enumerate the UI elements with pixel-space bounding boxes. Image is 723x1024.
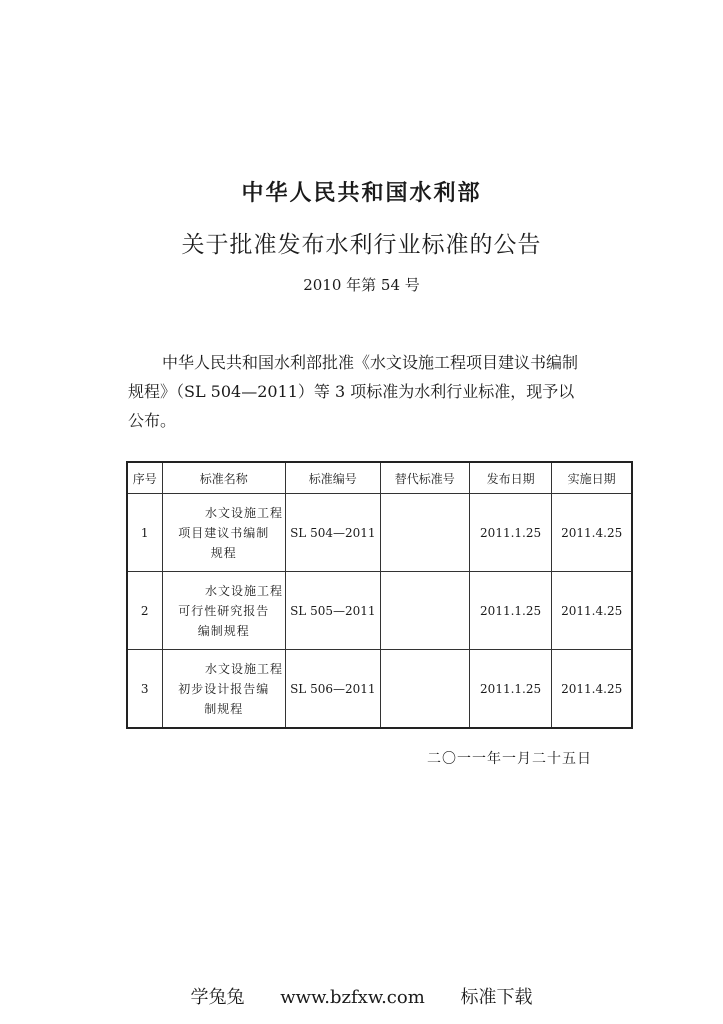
table-row: [127, 650, 632, 729]
standards-table: [126, 461, 633, 729]
standard-name-line: 制规程: [204, 701, 244, 716]
row-standard-name: [162, 494, 286, 572]
footer-watermark: [0, 983, 723, 1009]
col-header-published: 发布日期: [469, 462, 552, 494]
standard-name-line: 水文设施工程: [205, 583, 284, 598]
row-replaces: [380, 572, 469, 650]
row-standard-name: [162, 572, 286, 650]
row-seq: 3: [127, 650, 162, 729]
row-replaces: [380, 650, 469, 729]
standard-name-line: 项目建议书编制: [178, 525, 270, 540]
row-effective-date: 2011.4.25: [552, 650, 632, 729]
body-line-3: 公布。: [128, 411, 177, 430]
standard-name-line: 编制规程: [197, 623, 250, 638]
row-seq: 1: [127, 494, 162, 572]
col-header-replaces: 替代标准号: [380, 462, 469, 494]
row-standard-code: SL 506—2011: [286, 650, 381, 729]
standard-name-line: 可行性研究报告: [178, 603, 270, 618]
body-line-1: 中华人民共和国水利部批准《水文设施工程项目建议书编制: [162, 353, 579, 372]
ministry-heading: 中华人民共和国水利部: [241, 180, 482, 206]
col-header-seq: 序号: [127, 462, 162, 494]
row-replaces: [380, 494, 469, 572]
row-effective-date: 2011.4.25: [552, 572, 632, 650]
col-header-code: 标准编号: [286, 462, 381, 494]
body-line-2: 规程》（SL 504—2011）等 3 项标准为水利行业标准，现予以: [128, 382, 575, 401]
table-header-row: [127, 462, 632, 494]
footer-tagline: 标准下载: [460, 987, 533, 1008]
issue-number: 2010 年第 54 号: [303, 276, 420, 294]
row-standard-code: SL 504—2011: [286, 494, 381, 572]
table-row: [127, 572, 632, 650]
announcement-date: 二〇一一年一月二十五日: [427, 751, 592, 767]
footer-site-name: 学兔兔: [190, 987, 245, 1008]
standard-name-line: 初步设计报告编: [178, 681, 270, 696]
standard-name-line: 规程: [210, 545, 237, 560]
row-standard-code: SL 505—2011: [286, 572, 381, 650]
table-row: [127, 494, 632, 572]
row-effective-date: 2011.4.25: [552, 494, 632, 572]
announcement-title: 关于批准发布水利行业标准的公告: [181, 232, 542, 258]
row-published-date: 2011.1.25: [469, 572, 552, 650]
col-header-effective: 实施日期: [552, 462, 632, 494]
row-published-date: 2011.1.25: [469, 650, 552, 729]
footer-url[interactable]: www.bzfxw.com: [280, 987, 425, 1008]
row-standard-name: [162, 650, 286, 729]
row-published-date: 2011.1.25: [469, 494, 552, 572]
col-header-name: 标准名称: [162, 462, 286, 494]
standard-name-line: 水文设施工程: [205, 505, 284, 520]
announcement-body: [128, 348, 634, 435]
standard-name-line: 水文设施工程: [205, 661, 284, 676]
row-seq: 2: [127, 572, 162, 650]
